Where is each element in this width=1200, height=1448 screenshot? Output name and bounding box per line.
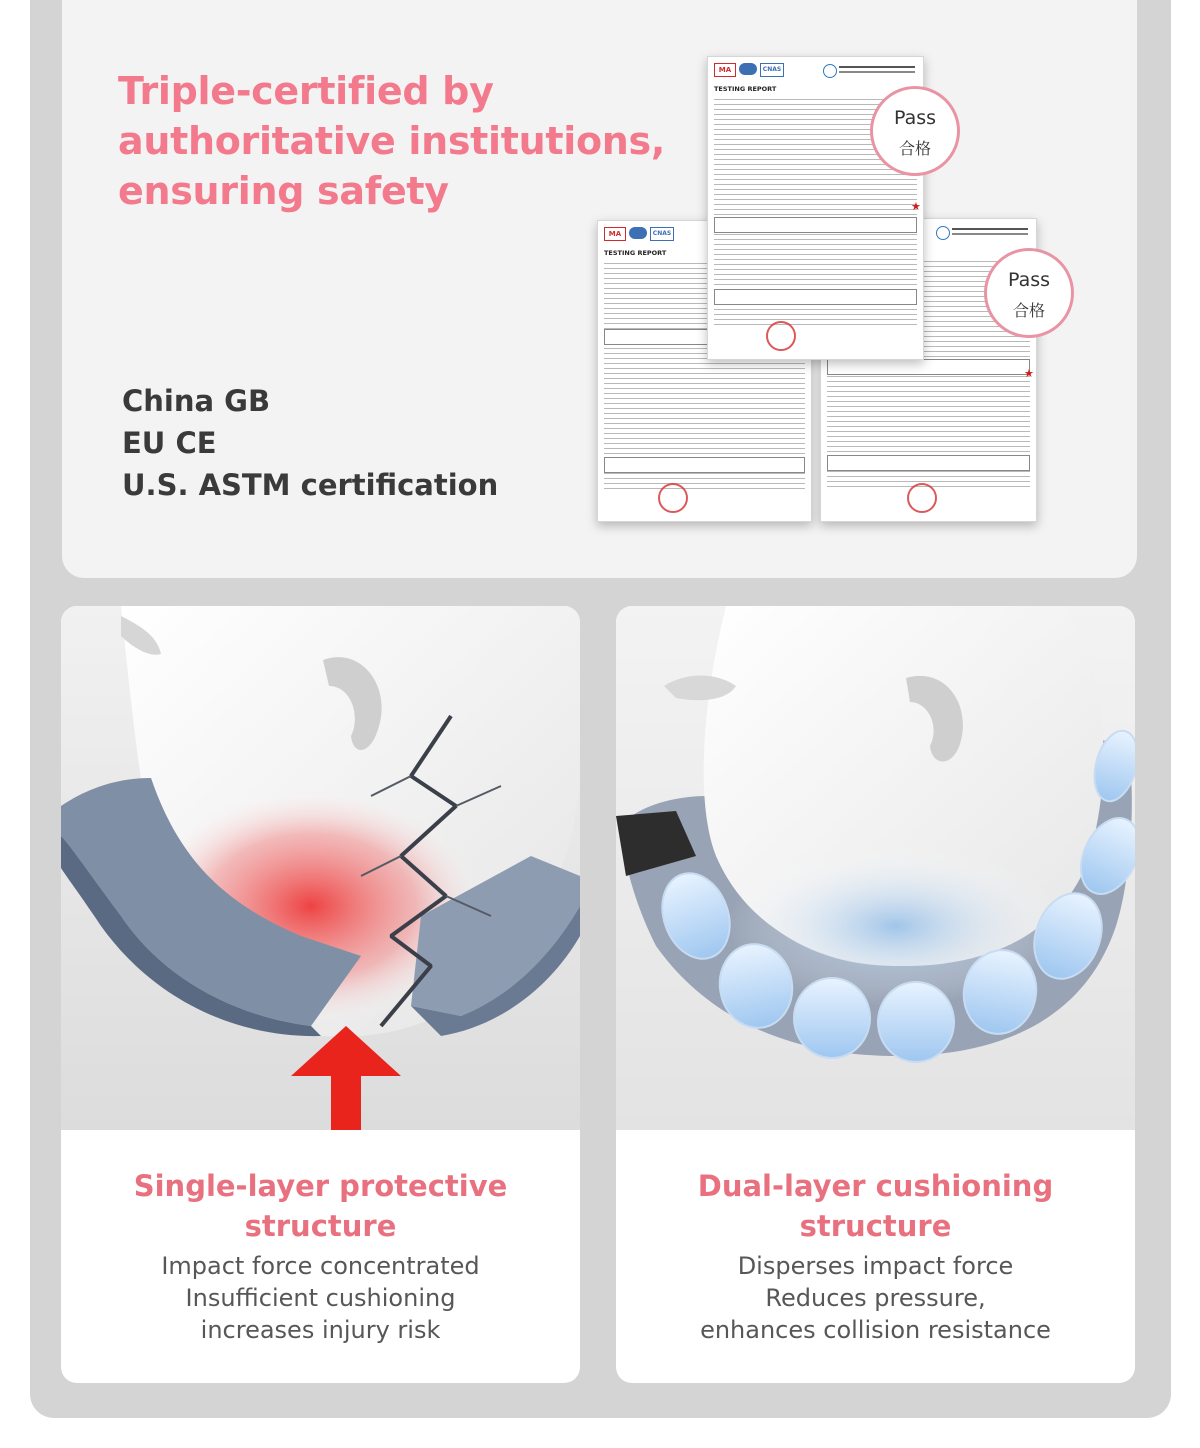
headline-line-3: ensuring safety — [118, 169, 449, 213]
single-layer-description — [61, 1250, 580, 1346]
ma-logo: MA — [714, 63, 736, 77]
single-layer-title — [61, 1166, 580, 1246]
dual-layer-panel — [616, 606, 1135, 1383]
standard-eu-ce: EU CE — [122, 426, 217, 460]
dual-layer-description — [616, 1250, 1135, 1346]
dual-layer-title-line-1: Dual-layer cushioning — [697, 1169, 1054, 1203]
single-layer-desc-line-2: Insufficient cushioning — [185, 1284, 456, 1312]
pass-stamp-front — [870, 86, 960, 176]
testing-lab-logo — [823, 64, 915, 74]
single-layer-desc-line-3: increases injury risk — [200, 1316, 441, 1344]
certification-headline — [118, 66, 678, 216]
single-layer-title-line-2: structure — [244, 1209, 397, 1243]
single-layer-panel — [61, 606, 580, 1383]
report-table — [827, 359, 1030, 375]
report-table — [604, 457, 805, 473]
report-table — [827, 455, 1030, 471]
certification-card — [62, 0, 1137, 578]
report-title: TESTING REPORT — [714, 85, 777, 93]
single-layer-title-line-1: Single-layer protective — [133, 1169, 508, 1203]
report-table — [714, 217, 917, 233]
cma-logo — [629, 227, 647, 239]
official-seal-icon — [766, 321, 796, 351]
ma-logo: MA — [604, 227, 626, 241]
cushion-pad — [878, 982, 954, 1062]
cushion-pad — [794, 978, 870, 1058]
cnas-logo: CNAS — [650, 227, 674, 241]
accreditation-logos — [604, 227, 674, 241]
pass-stamp-label: Pass — [1007, 269, 1051, 291]
dual-layer-desc-line-1: Disperses impact force — [737, 1252, 1014, 1280]
report-table — [714, 289, 917, 305]
cnas-logo: CNAS — [760, 63, 784, 77]
headline-line-1: Triple-certified by — [118, 69, 494, 113]
dual-layer-desc-line-3: enhances collision resistance — [700, 1316, 1051, 1344]
red-star-icon: ★ — [911, 200, 921, 213]
pass-stamp-label: Pass — [893, 107, 937, 129]
report-title: TESTING REPORT — [604, 249, 667, 257]
red-star-icon: ★ — [1024, 367, 1034, 380]
dual-layer-title-line-2: structure — [799, 1209, 952, 1243]
headline-line-2: authoritative institutions, — [118, 119, 665, 163]
standard-china-gb: China GB — [122, 384, 271, 418]
certification-standards-list — [122, 380, 498, 506]
standard-us-astm: U.S. ASTM certification — [122, 468, 499, 502]
dual-layer-title — [616, 1166, 1135, 1246]
single-layer-illustration — [61, 606, 580, 1130]
accreditation-logos — [714, 63, 784, 77]
official-seal-icon — [907, 483, 937, 513]
single-layer-desc-line-1: Impact force concentrated — [161, 1252, 480, 1280]
official-seal-icon — [658, 483, 688, 513]
pass-stamp-right — [984, 248, 1074, 338]
dual-layer-desc-line-2: Reduces pressure, — [765, 1284, 986, 1312]
dual-layer-illustration — [616, 606, 1135, 1130]
pass-stamp-label-cn: 合格 — [898, 139, 931, 158]
pass-stamp-label-cn: 合格 — [1012, 301, 1045, 320]
cma-logo — [739, 63, 757, 75]
testing-lab-logo — [936, 226, 1028, 236]
